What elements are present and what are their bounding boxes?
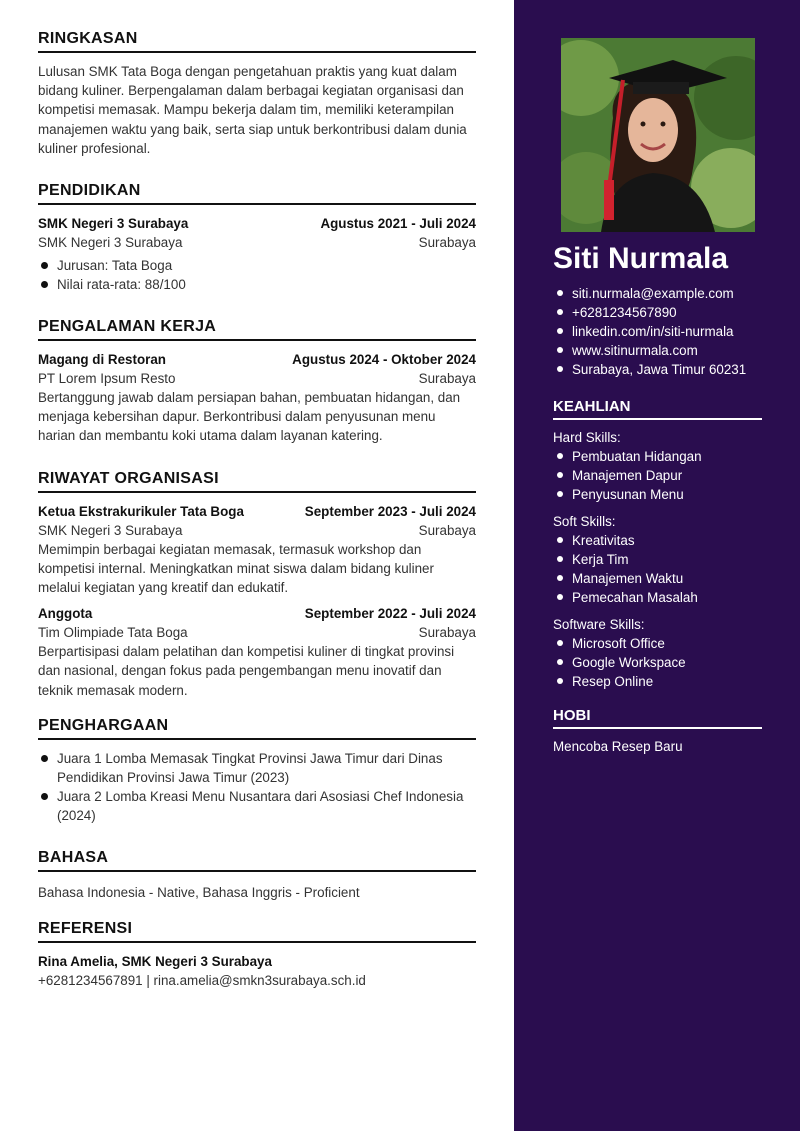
reference-name-row — [38, 952, 476, 971]
education-points — [38, 256, 476, 294]
experience-subheader — [38, 369, 476, 388]
organization-city: Surabaya — [418, 625, 476, 641]
summary-section — [38, 30, 476, 158]
hobby-text: Mencoba Resep Baru — [553, 739, 683, 754]
organization-entry — [38, 604, 476, 700]
experience-role: Magang di Restoran — [38, 352, 166, 368]
list-item: Nilai rata-rata: 88/100 — [38, 275, 476, 294]
education-school: SMK Negeri 3 Surabaya — [38, 216, 189, 232]
list-item: Juara 1 Lomba Memasak Tingkat Provinsi Jawa Timur dari Dinas Pendidikan Provinsi Jawa Timur (2023) — [38, 749, 476, 787]
experience-title: PENGALAMAN KERJA — [38, 318, 476, 341]
organization-entry — [38, 502, 476, 598]
software-skills-label: Software Skills: — [553, 617, 645, 632]
organization-dates: September 2022 - Juli 2024 — [304, 606, 476, 622]
education-city: Surabaya — [418, 235, 476, 251]
list-item: Juara 2 Lomba Kreasi Menu Nusantara dari Asosiasi Chef Indonesia (2024) — [38, 787, 476, 825]
list-item: Manajemen Waktu — [553, 569, 768, 588]
organization-header — [38, 502, 476, 521]
awards-list — [38, 749, 476, 825]
organization-name: SMK Negeri 3 Surabaya — [38, 522, 183, 538]
experience-dates: Agustus 2024 - Oktober 2024 — [292, 352, 476, 368]
education-sub: SMK Negeri 3 Surabaya — [38, 235, 183, 251]
hobby-title: HOBI — [553, 707, 762, 729]
main-column — [38, 30, 476, 990]
experience-company: PT Lorem Ipsum Resto — [38, 371, 176, 387]
reference-name: Rina Amelia, SMK Negeri 3 Surabaya — [38, 954, 272, 970]
experience-header — [38, 350, 476, 369]
education-title: PENDIDIKAN — [38, 182, 476, 205]
organization-dates: September 2023 - Juli 2024 — [304, 503, 476, 519]
list-item: Pembuatan Hidangan — [553, 447, 768, 466]
reference-contact: +6281234567891 | rina.amelia@smkn3surabaya.sch.id — [38, 973, 366, 989]
email-link[interactable]: siti.nurmala@example.com — [553, 284, 768, 303]
experience-section — [38, 318, 476, 446]
list-item: Google Workspace — [553, 653, 768, 672]
reference-section — [38, 920, 476, 990]
list-item: Resep Online — [553, 672, 768, 691]
summary-text: Lulusan SMK Tata Boga dengan pengetahuan praktis yang kuat dalam bidang kuliner. Berpengalaman dalam berbagai kegiatan organisasi dan kompetisi memasak. Mampu bekerja dalam tim, memiliki keterampilan manajemen waktu yang baik, serta siap untuk berkontribusi dalam dunia kuliner profesional. — [38, 64, 467, 156]
education-dates: Agustus 2021 - Juli 2024 — [320, 216, 476, 232]
linkedin-link[interactable]: linkedin.com/in/siti-nurmala — [553, 322, 768, 341]
organization-header — [38, 604, 476, 623]
education-section — [38, 182, 476, 294]
awards-section — [38, 717, 476, 825]
experience-desc: Bertanggung jawab dalam persiapan bahan, pembuatan hidangan, dan menjaga kebersihan dapur. Berkontribusi dalam penyusunan menu harian dan membantu koki utama dalam layanan katering. — [38, 390, 461, 444]
hard-skills-list — [553, 447, 768, 504]
organizations-title: RIWAYAT ORGANISASI — [38, 470, 476, 493]
list-item: Penyusunan Menu — [553, 485, 768, 504]
list-item: Microsoft Office — [553, 634, 768, 653]
organizations-section — [38, 470, 476, 700]
profile-photo — [561, 38, 755, 232]
graduate-portrait-image — [561, 38, 755, 232]
education-subheader — [38, 233, 476, 252]
languages-text: Bahasa Indonesia - Native, Bahasa Inggris - Proficient — [38, 884, 360, 900]
list-item: Jurusan: Tata Boga — [38, 256, 476, 275]
hobby-section — [553, 707, 768, 756]
reference-title: REFERENSI — [38, 920, 476, 943]
contact-list — [553, 284, 768, 379]
hard-skills-label: Hard Skills: — [553, 430, 621, 445]
skills-title: KEAHLIAN — [553, 398, 762, 420]
organization-subheader — [38, 521, 476, 540]
summary-title: RINGKASAN — [38, 30, 476, 53]
organization-subheader — [38, 623, 476, 642]
list-item: Manajemen Dapur — [553, 466, 768, 485]
awards-title: PENGHARGAAN — [38, 717, 476, 740]
website-link[interactable]: www.sitinurmala.com — [553, 341, 768, 360]
software-skills-list — [553, 634, 768, 691]
organization-city: Surabaya — [418, 522, 476, 538]
contact-block — [553, 284, 768, 756]
soft-skills-list — [553, 531, 768, 607]
list-item: Kreativitas — [553, 531, 768, 550]
organization-desc: Memimpin berbagai kegiatan memasak, termasuk workshop dan kompetisi internal. Meningkatkan minat siswa dalam bidang kuliner melalui kegiatan yang kreatif dan edukatif. — [38, 541, 434, 596]
soft-skills-label: Soft Skills: — [553, 514, 616, 529]
list-item: Kerja Tim — [553, 550, 768, 569]
organization-desc: Berpartisipasi dalam pelatihan dan kompetisi kuliner di tingkat provinsi dan nasional, dengan fokus pada pengembangan menu inovatif dan teknik memasak modern. — [38, 644, 455, 698]
skills-section — [553, 398, 768, 691]
list-item: Pemecahan Masalah — [553, 588, 768, 607]
experience-city: Surabaya — [418, 371, 476, 387]
education-header — [38, 214, 476, 233]
phone-text: +6281234567890 — [553, 303, 768, 322]
languages-title: BAHASA — [38, 849, 476, 872]
languages-section — [38, 849, 476, 902]
sidebar — [514, 0, 800, 1131]
organization-role: Ketua Ekstrakurikuler Tata Boga — [38, 503, 244, 519]
organization-role: Anggota — [38, 606, 93, 622]
address-text: Surabaya, Jawa Timur 60231 — [553, 360, 768, 379]
organization-name: Tim Olimpiade Tata Boga — [38, 625, 188, 641]
profile-name: Siti Nurmala — [553, 242, 729, 275]
